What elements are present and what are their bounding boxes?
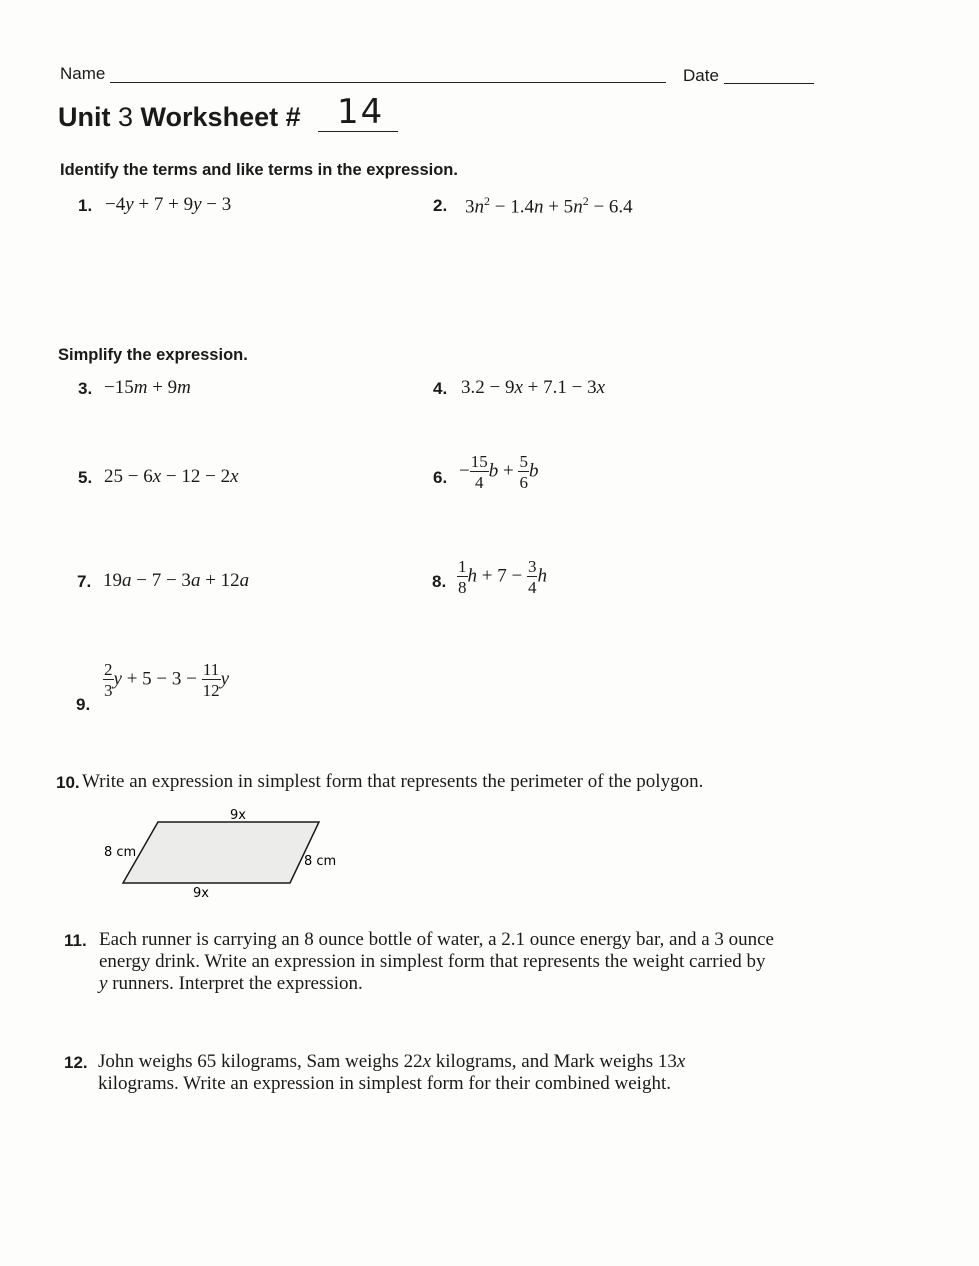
bottom-side-label: 9x [193,886,209,901]
problem-7-expression: 19a − 7 − 3a + 12a [103,570,250,591]
problem-9-expression: $\frac{2}{3}$ y + 5 − 3 − $\frac{11}{12}$ y [104,660,230,700]
problem-10-text: Write an expression in simplest form that represents the perimeter of the polygon. [82,771,704,792]
parallelogram-figure [100,805,350,905]
problem-number: 9. [76,695,91,714]
problem-3-expression: −15m + 9m [104,377,191,398]
problem-8-expression: $\frac{1}{8}$ h + 7 − $\frac{3}{4}$ h [458,557,547,597]
problem-number: 12. [64,1053,88,1072]
problem-4-expression: 3.2 − 9x + 7.1 − 3x [461,377,606,398]
section-heading-identify: Identify the terms and like terms in the expression. [60,161,458,179]
page-title: Unit 3 Worksheet # [58,102,301,132]
name-field-line[interactable] [110,82,666,83]
problem-2-expression: $3n^2 - 1.4n + 5n^2 - 6.4$ [465,194,633,218]
name-label: Name [60,64,106,83]
date-field-line[interactable] [724,83,814,84]
problem-number: 2. [433,196,448,215]
problem-number: 7. [77,572,92,591]
date-label: Date [683,66,719,85]
problem-number: 6. [433,468,448,487]
problem-6-expression: − $\frac{15}{4}$ b + $\frac{5}{6}$ b [459,452,539,492]
left-side-label: 8 cm [104,845,137,860]
parallelogram-shape [123,822,319,883]
problem-number: 1. [78,196,93,215]
handwritten-worksheet-number: 14 [337,92,385,132]
section-heading-simplify: Simplify the expression. [58,346,248,364]
problem-number: 8. [432,572,447,591]
problem-11-text: Each runner is carrying an 8 ounce bottle of water, a 2.1 ounce energy bar, and a 3 ounce energy drink. Write an expression in simplest form that represents the weight carried by y runners. Interpret the expression. [99,929,774,994]
problem-number: 3. [78,379,93,398]
problem-number: 10. [56,773,80,792]
problem-number: 11. [64,931,87,950]
problem-number: 4. [433,379,448,398]
right-side-label: 8 cm [304,854,337,869]
problem-1-expression: −4y + 7 + 9y − 3 [105,194,232,215]
problem-12-text: John weighs 65 kilograms, Sam weighs 22x kilograms, and Mark weighs 13x kilograms. Write an expression in simplest form for their combined weight. [98,1051,686,1094]
problem-5-expression: 25 − 6x − 12 − 2x [104,466,239,487]
problem-number: 5. [78,468,93,487]
top-side-label: 9x [230,808,246,823]
